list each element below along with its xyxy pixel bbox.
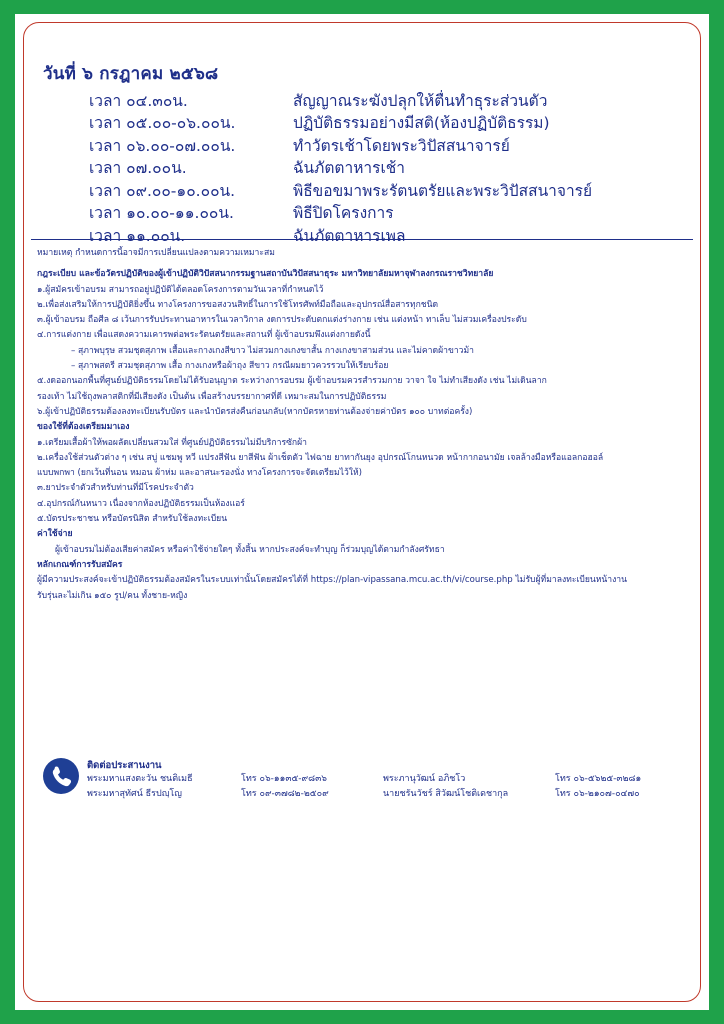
contact-name: พระภานุวัฒน์ อภิชโว — [383, 774, 466, 784]
rule-item: ๓.ผู้เข้าอบรม ถือศีล ๘ เว้นการรับประทานอาหารในเวลาวิกาล งดการประดับตกแต่งร่างกาย เช่น แต่งหน้า ทาเล็บ ไม่สวมเครื่องประดับ — [37, 315, 527, 326]
schedule-title: วันที่ ๖ กรฎาคม ๒๕๖๘ — [43, 64, 219, 84]
contact-phone: โทร ๐๖-๒๑๐๗-๐๔๗๐ — [555, 789, 640, 799]
item-entry-continued: แบบพกพา (ยกเว้นที่นอน หมอน ผ้าห่ม และอาสนะรองนั่ง ทางโครงการจะจัดเตรียมไว้ให้) — [37, 468, 362, 479]
cost-text: ผู้เข้าอบรมไม่ต้องเสียค่าสมัคร หรือค่าใช้จ่ายใดๆ ทั้งสิ้น หากประสงค์จะทำบุญ ก็ร่วมบุญได้ตามกำลังศรัทธา — [55, 544, 445, 555]
items-heading: ของใช้ที่ต้องเตรียมมาเอง — [37, 422, 130, 433]
schedule-time: เวลา ๐๙.๐๐-๑๐.๐๐น. — [89, 181, 236, 200]
contact-section — [37, 758, 697, 814]
schedule-time: เวลา ๐๖.๐๐-๐๗.๐๐น. — [89, 136, 236, 155]
schedule-activity: พิธีปิดโครงการ — [293, 204, 394, 223]
contact-phone: โทร ๐๖-๑๑๓๕-๙๘๓๖ — [241, 774, 327, 784]
schedule-section — [43, 60, 693, 247]
schedule-row — [43, 179, 693, 202]
section-divider — [31, 239, 693, 240]
contact-row — [87, 787, 697, 802]
schedule-time: เวลา ๐๕.๐๐-๐๖.๐๐น. — [89, 114, 236, 133]
rules-heading: กฎระเบียบ และข้อวัตรปฏิบัติของผู้เข้าปฏิบัติวิปัสสนากรรมฐานสถาบันวิปัสสนาธุระ มหาวิทยาลัยมหาจุฬาลงกรณราชวิทยาลัย — [37, 269, 494, 280]
item-entry: ๑.เตรียมเสื้อผ้าให้พอผลัดเปลี่ยนสวมใส่ ที่ศูนย์ปฏิบัติธรรมไม่มีบริการซักผ้า — [37, 437, 307, 448]
contact-phone: โทร ๐๖-๕๖๒๕-๓๒๘๑ — [555, 774, 642, 784]
contact-title: ติดต่อประสานงาน — [87, 760, 162, 771]
schedule-time: เวลา ๑๑.๐๐น. — [89, 226, 186, 245]
rule-subitem: – สุภาพบุรุษ สวมชุดสุภาพ เสื้อและกางเกงสีขาว ไม่สวมกางเกงขาสั้น กางเกงขาสามส่วน และไม่คาดผ้าขาวม้า — [71, 345, 474, 356]
schedule-time: เวลา ๑๐.๐๐-๑๑.๐๐น. — [89, 204, 234, 223]
contact-phone: โทร ๐๙-๓๗๘๒-๒๕๐๙ — [241, 789, 329, 799]
contact-name: นายชรันวัชร์ สิวัฒน์โชติเดชากุล — [383, 789, 509, 799]
details-section — [37, 246, 689, 604]
cost-heading: ค่าใช้จ่าย — [37, 529, 73, 540]
schedule-activity: ฉันภัตตาหารเพล — [293, 226, 406, 245]
item-entry: ๒.เครื่องใช้ส่วนตัวต่าง ๆ เช่น สบู่ แชมพู หวี แปรงสีฟัน ยาสีฟัน ผ้าเช็ดตัว ไฟฉาย ยาทากันยุง อุปกรณ์โกนหนวด หน้ากากอนามัย เจลล้างมือหรือแอลกอฮอล์ — [37, 452, 604, 463]
schedule-activity: ปฏิบัติธรรมอย่างมีสติ(ห้องปฏิบัติธรรม) — [293, 114, 550, 133]
schedule-row — [43, 89, 693, 112]
rule-item-continued: รองเท้า ไม่ใช้ถุงพลาสติกที่มีเสียงดัง เป็นต้น เพื่อสร้างบรรยากาศที่ดี เหมาะสมในการปฏิบัติธรรม — [37, 391, 387, 402]
contact-list — [87, 772, 697, 802]
apply-text: ผู้มีความประสงค์จะเข้าปฏิบัติธรรมต้องสมัครในระบบเท่านั้นโดยสมัครได้ที่ https://plan-vipassana.mcu.ac.th/vi/course.php ไม่รับผู้ที่มาลงทะเบียนหน้างาน — [37, 575, 628, 586]
contact-name: พระมหาสุทัศน์ ธีรปญฺโญ — [87, 789, 182, 799]
schedule-row — [43, 202, 693, 225]
apply-text: รับรุ่นละไม่เกิน ๑๕๐ รูป/คน ทั้งชาย-หญิง — [37, 590, 188, 601]
phone-icon — [43, 758, 79, 794]
schedule-row — [43, 224, 693, 247]
rule-item: ๒.เพื่อส่งเสริมให้การปฏิบัติยิ่งขึ้น ทางโครงการขอสงวนสิทธิ์ในการใช้โทรศัพท์มือถือและอุปกรณ์สื่อสารทุกชนิด — [37, 299, 439, 310]
rule-subitem: – สุภาพสตรี สวมชุดสุภาพ เสื้อ กางเกงหรือผ้าถุง สีขาว กรณีผมยาวควรรวบให้เรียบร้อย — [71, 361, 389, 372]
note-text: หมายเหตุ กำหนดการนี้อาจมีการเปลี่ยนแปลงตามความเหมาะสม — [37, 248, 275, 258]
schedule-activity: สัญญาณระฆังปลุกให้ตื่นทำธุระส่วนตัว — [293, 91, 548, 110]
schedule-row — [43, 134, 693, 157]
apply-heading: หลักเกณฑ์การรับสมัคร — [37, 559, 123, 570]
schedule-time: เวลา ๐๗.๐๐น. — [89, 159, 187, 178]
schedule-activity: ทำวัตรเช้าโดยพระวิปัสสนาจารย์ — [293, 136, 510, 155]
item-entry: ๔.อุปกรณ์กันหนาว เนื่องจากห้องปฏิบัติธรรมเป็นห้องแอร์ — [37, 498, 245, 509]
contact-name: พระมหาแสงตะวัน ชนติเมธี — [87, 774, 193, 784]
document-page — [15, 14, 709, 1010]
schedule-time: เวลา ๐๔.๓๐น. — [89, 91, 188, 110]
schedule-row — [43, 157, 693, 180]
rule-item: ๔.การแต่งกาย เพื่อแสดงความเคารพต่อพระรัตนตรัยและสถานที่ ผู้เข้าอบรมพึงแต่งกายดังนี้ — [37, 330, 371, 341]
schedule-activity: พิธีขอขมาพระรัตนตรัยและพระวิปัสสนาจารย์ — [293, 181, 593, 200]
rule-item: ๖.ผู้เข้าปฏิบัติธรรมต้องลงทะเบียนรับบัตร และนำบัตรส่งคืนก่อนกลับ(หากบัตรหายท่านต้องจ่ายค่าบัตร ๑๐๐ บาทต่อครั้ง) — [37, 406, 473, 417]
schedule-row — [43, 112, 693, 135]
rule-item: ๕.งดออกนอกพื้นที่ศูนย์ปฏิบัติธรรมโดยไม่ได้รับอนุญาต ระหว่างการอบรม ผู้เข้าอบรมควรสำรวมกาย วาจา ใจ ไม่ทำเสียงดัง เช่น ไม่เดินลาก — [37, 376, 547, 387]
schedule-activity: ฉันภัตตาหารเช้า — [293, 159, 405, 178]
item-entry: ๓.ยาประจำตัวสำหรับท่านที่มีโรคประจำตัว — [37, 483, 194, 494]
item-entry: ๕.บัตรประชาชน หรือบัตรนิสิต สำหรับใช้ลงทะเบียน — [37, 514, 228, 525]
contact-row — [87, 772, 697, 787]
rule-item: ๑.ผู้สมัครเข้าอบรม สามารถอยู่ปฏิบัติได้ตลอดโครงการตามวันเวลาที่กำหนดไว้ — [37, 284, 324, 295]
